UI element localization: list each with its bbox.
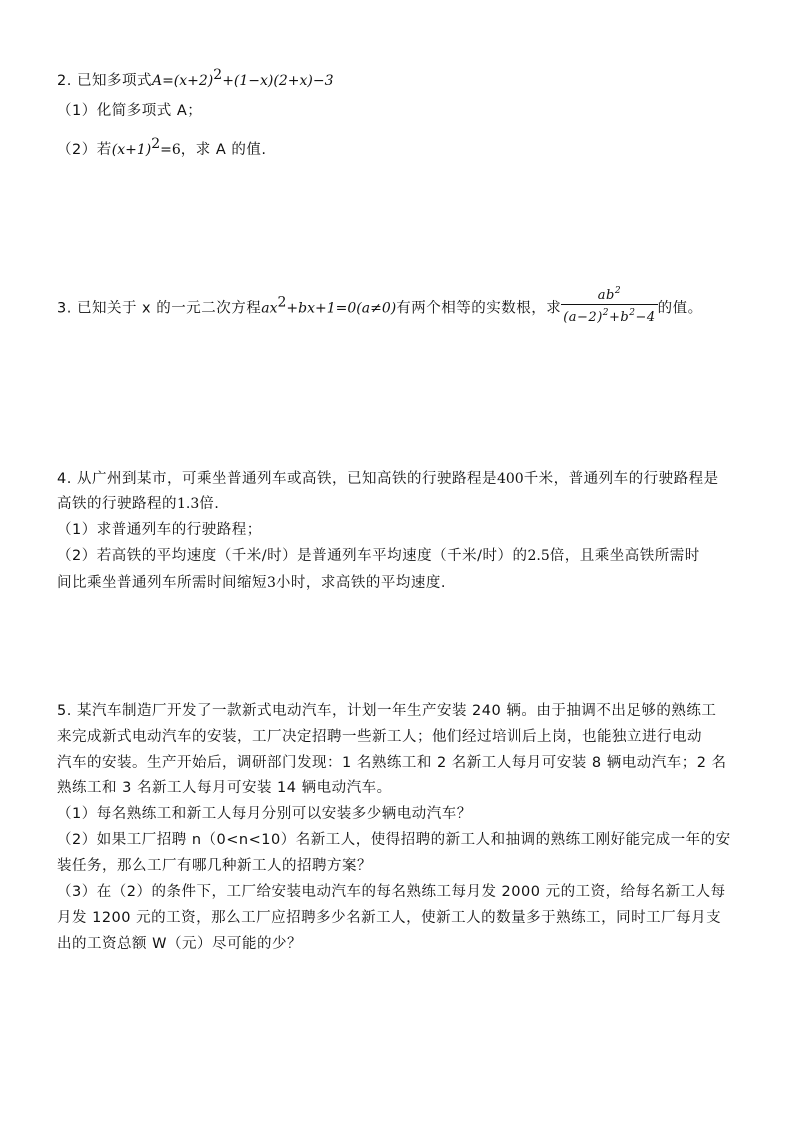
q2-part1: （1）化简多项式 A； <box>57 103 203 119</box>
q2-part2-formula: (x+1) <box>111 142 152 158</box>
q5-part3-line1: （3）在（2）的条件下，工厂给安装电动汽车的每名熟练工每月发 2000 元的工资，给每名新工人每 <box>57 884 726 900</box>
q4-part2-line2-b: 小时，求高铁的平均速度. <box>275 575 447 591</box>
q5-line2: 来完成新式电动汽车的安装，工厂决定招聘一些新工人；他们经过培训后上岗，也能独立进行电动 <box>57 729 702 745</box>
q3-equation-tail: +bx+1=0(a≠0) <box>286 300 397 317</box>
q3-stem-prefix: 3. 已知关于 x 的一元二次方程 <box>57 300 262 317</box>
q2-part2 <box>57 133 267 161</box>
q3-stem-suffix: 的值。 <box>657 300 703 317</box>
q2-part2-exp: 2 <box>151 136 161 152</box>
q4-part1: （1）求普通列车的行驶路程； <box>57 522 262 538</box>
q4-part2-line2-num: 3 <box>267 575 276 591</box>
q3-frac-den-part1: (a−2) <box>563 310 603 325</box>
q3-frac-num-exp: 2 <box>614 286 622 296</box>
q4-part2-line1-a: （2）若高铁的平均速度（千米/时）是普通列车平均速度（千米/时）的 <box>57 548 528 564</box>
q2-formula-exp: 2 <box>213 67 223 83</box>
q5-part3-line3: 出的工资总额 W（元）尽可能的少？ <box>57 936 302 952</box>
q3-fraction-numerator <box>561 283 657 304</box>
q4-line2-num: 1.3 <box>177 496 200 512</box>
q5-part1: （1）每名熟练工和新工人每月分别可以安装多少辆电动汽车？ <box>57 806 472 822</box>
q4-line1-num: 400 <box>496 471 524 487</box>
q2-part2-formula-tail: =6 <box>160 142 181 158</box>
q2-formula-tail: +(1−x)(2+x)−3 <box>222 73 334 89</box>
q2-stem <box>57 64 333 92</box>
q4-part2-line1-num: 2.5 <box>527 548 550 564</box>
q4-line1-a: 4. 从广州到某市，可乘坐普通列车或高铁，已知高铁的行驶路程是 <box>57 471 497 487</box>
q4-line1 <box>57 468 719 490</box>
q3-frac-den-part3: −4 <box>635 310 656 325</box>
q3-frac-num-base: ab <box>597 288 615 303</box>
q3-stem <box>57 287 703 330</box>
q2-part2-suffix: ，求 A 的值. <box>180 142 267 158</box>
q2-part2-prefix: （2）若 <box>57 142 112 158</box>
q4-part2-line1-b: 倍，且乘坐高铁所需时 <box>549 548 700 564</box>
q5-line3: 汽车的安装。生产开始后，调研部门发现：1 名熟练工和 2 名新工人每月可安装 8 辆电动汽车；2 名 <box>57 755 727 771</box>
q5-part2-line1: （2）如果工厂招聘 n（0<n<10）名新工人，使得招聘的新工人和抽调的熟练工刚好能完成一年的安 <box>57 832 731 848</box>
q2-formula-A: A <box>151 73 163 89</box>
q3-equation-exp: 2 <box>277 294 287 311</box>
q5-line4: 熟练工和 3 名新工人每月可安装 14 辆电动汽车。 <box>57 780 392 796</box>
q3-equation-a: ax <box>261 300 278 317</box>
q4-part2-line1 <box>57 545 700 567</box>
q3-frac-den-part2: +b <box>609 310 630 325</box>
q5-part3-line2: 月发 1200 元的工资，那么工厂应招聘多少名新工人，使新工人的数量多于熟练工，同时工厂每月支 <box>57 910 722 926</box>
q4-line2 <box>57 493 219 515</box>
q3-frac-den-exp2: 2 <box>629 308 636 318</box>
q5-line1: 5. 某汽车制造厂开发了一款新式电动汽车，计划一年生产安装 240 辆。由于抽调不出足够的熟练工 <box>57 703 717 719</box>
q3-fraction-denominator <box>561 304 657 326</box>
q4-line1-b: 千米，普通列车的行驶路程是 <box>523 471 719 487</box>
q3-frac-den-exp1: 2 <box>602 308 609 318</box>
q2-formula-rest: =(x+2) <box>162 73 214 89</box>
q3-stem-middle: 有两个相等的实数根，求 <box>396 300 562 317</box>
q3-fraction <box>561 283 657 326</box>
q4-line2-b: 倍. <box>199 496 220 512</box>
q2-stem-text: 2. 已知多项式 <box>57 73 152 89</box>
q4-line2-a: 高铁的行驶路程的 <box>57 496 177 512</box>
q4-part2-line2-a: 间比乘坐普通列车所需时间缩短 <box>57 575 267 591</box>
q5-part2-line2: 装任务，那么工厂有哪几种新工人的招聘方案？ <box>57 858 372 874</box>
q4-part2-line2 <box>57 572 446 594</box>
